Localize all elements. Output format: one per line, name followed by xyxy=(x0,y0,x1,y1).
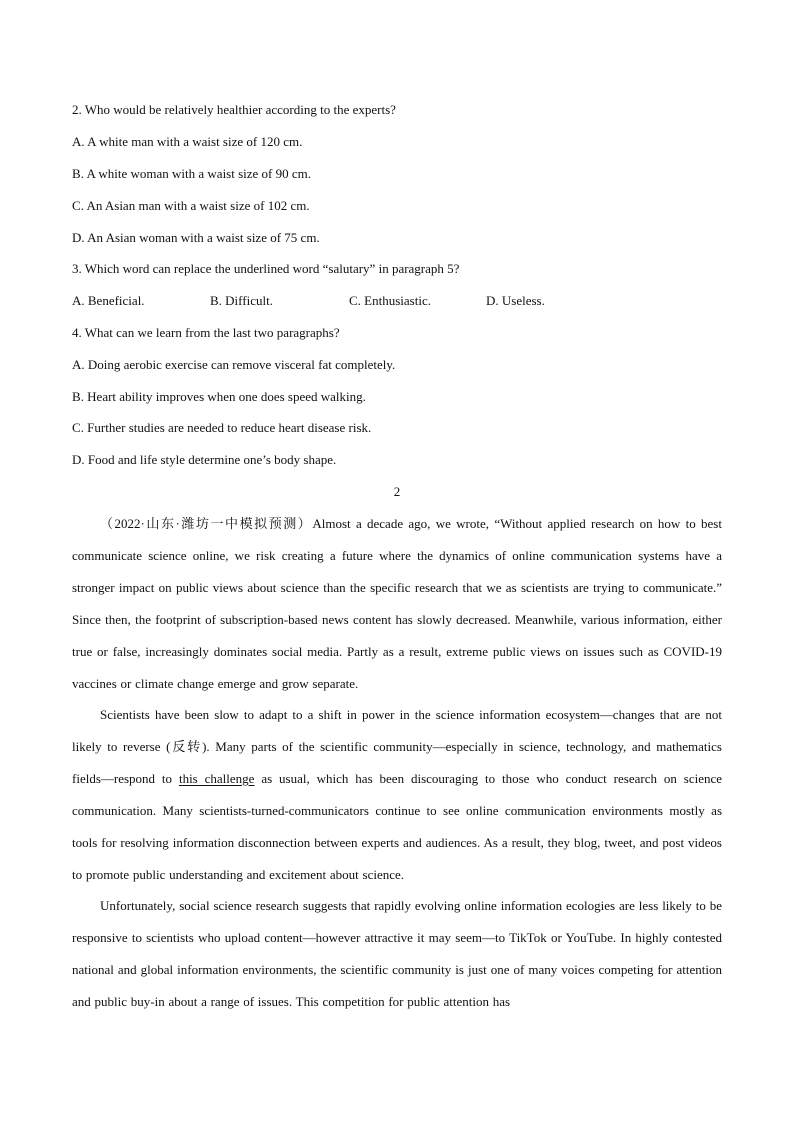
question-4-option-b: B. Heart ability improves when one does speed walking. xyxy=(72,389,366,404)
question-4-stem: 4. What can we learn from the last two paragraphs? xyxy=(72,325,340,340)
question-3-option-d: D. Useless. xyxy=(486,293,545,308)
passage-paragraph-1 xyxy=(72,508,722,699)
passage-number: 2 xyxy=(393,484,401,499)
passage-source: （2022·山东·潍坊一中模拟预测） xyxy=(100,516,313,531)
passage-paragraph-2 xyxy=(72,699,722,890)
passage-paragraph-2-after: as usual, which has been discouraging to those who conduct research on science communication. Many scientists-turned-communicators continue to see online communication environments mostly as tools for resolving information disconnection between experts and audiences. As a result, they blog, tweet, and post videos to promote public understanding and excitement about science. xyxy=(72,770,723,882)
question-3-option-c: C. Enthusiastic. xyxy=(349,293,431,308)
question-2-stem: 2. Who would be relatively healthier according to the experts? xyxy=(72,102,396,117)
passage-paragraph-3: Unfortunately, social science research suggests that rapidly evolving online information ecologies are less likely to be responsive to scientists who upload content—however attractive it may seem—to TikTok or YouTube. In highly contested national and global information environments, the scientific community is just one of many voices competing for attention and public buy-in about a range of issues. This competition for public attention has xyxy=(72,898,722,1009)
question-3-stem: 3. Which word can replace the underlined word “salutary” in paragraph 5? xyxy=(72,261,460,276)
passage-paragraph-2-before: Scientists have been slow to adapt to a shift in power in the science information ecosystem—changes that are not likely to reverse (反转). Many parts of the scientific community—especially in science, technology, and mathematics fields—respond to xyxy=(72,707,722,786)
underlined-phrase: this challenge xyxy=(178,770,255,786)
question-2-option-d: D. An Asian woman with a waist size of 75 cm. xyxy=(72,230,320,245)
question-2-option-b: B. A white woman with a waist size of 90 cm. xyxy=(72,166,312,181)
question-4-option-a: A. Doing aerobic exercise can remove visceral fat completely. xyxy=(72,357,396,372)
question-4-option-d: D. Food and life style determine one’s body shape. xyxy=(72,452,337,467)
question-2-option-c: C. An Asian man with a waist size of 102 cm. xyxy=(72,198,310,213)
question-3-option-b: B. Difficult. xyxy=(210,293,273,308)
passage-paragraph-1-text: Almost a decade ago, we wrote, “Without applied research on how to best communicate science online, we risk creating a future where the dynamics of online communication systems have a stronger impact on public views about science than the specific research that we as scientists are trying to communicate.” Since then, the footprint of subscription-based news content has slowly decreased. Meanwhile, various information, either true or false, increasingly dominates social media. Partly as a result, extreme public views on issues such as COVID-19 vaccines or climate change emerge and grow separate. xyxy=(72,516,722,691)
question-4-option-c: C. Further studies are needed to reduce heart disease risk. xyxy=(72,420,372,435)
question-3-option-a: A. Beneficial. xyxy=(72,293,145,308)
question-2-option-a: A. A white man with a waist size of 120 cm. xyxy=(72,134,303,149)
